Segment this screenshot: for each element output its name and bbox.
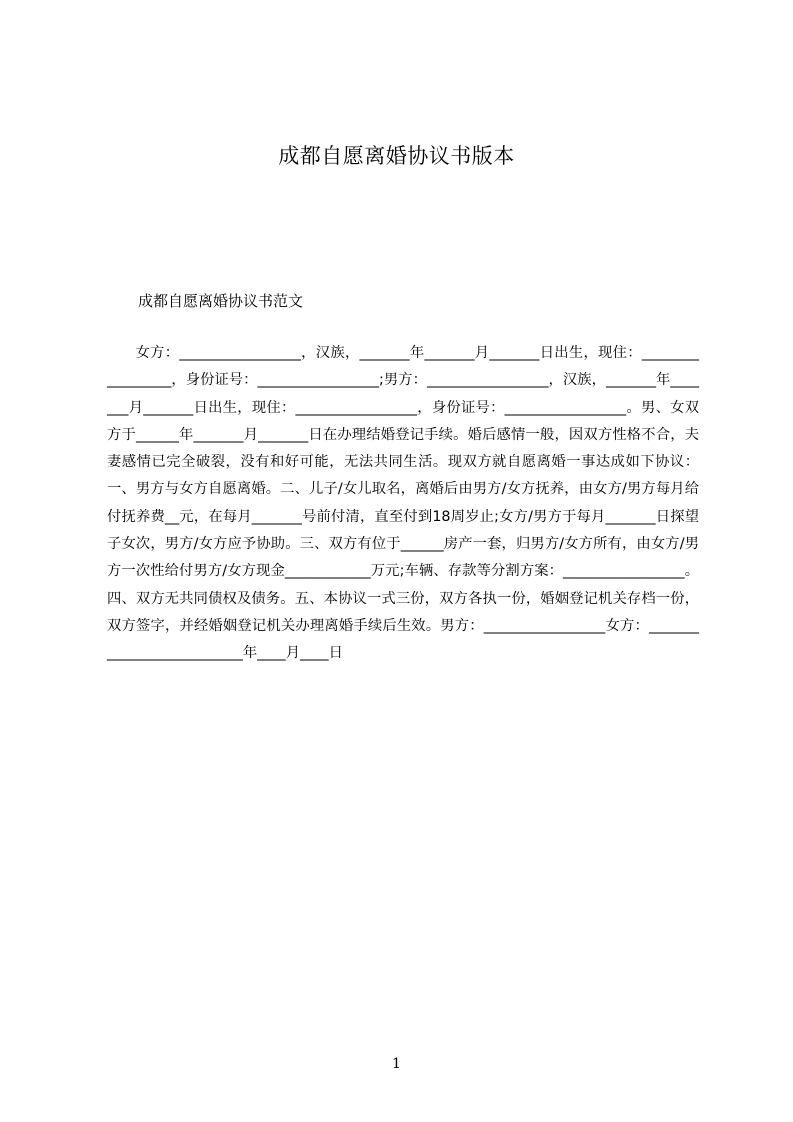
document-subtitle: 成都自愿离婚协议书范文 — [138, 292, 304, 310]
agreement-body: 女方：_________________，汉族，_______年_______月_______日出生，现住：_________________，身份证号：_________________;男方：_________________，汉族，_______年_______月_______日出生，现住：_________________，身份证号：_________________。男、女双方于______年_______月_______日在办理结婚登记手续。婚后感情一般，因双方性格不合，夫妻感情已完全破裂，没有和好可能，无法共同生活。现双方就自愿离婚一事达成如下协议：一、男方与女方自愿离婚。二、儿子/女儿取名，离婚后由男方/女方抚养，由女方/男方每月给付抚养费__元，在每月_______号前付清，直至付到18周岁止;女方/男方于每月_______日探望子女次，男方/女方应予协助。三、双方有位于______房产一套，归男方/女方所有，由女方/男方一次性给付男方/女方现金____________万元;车辆、存款等分割方案：_________________。四、双方无共同债权及债务。五、本协议一式三份，双方各执一份，婚姻登记机关存档一份，双方签字，并经婚姻登记机关办理离婚手续后生效。男方：_________________女方：__________________________年____月____日 — [107, 345, 699, 662]
document-title: 成都自愿离婚协议书版本 — [278, 144, 515, 168]
page-number: 1 — [392, 1056, 401, 1072]
